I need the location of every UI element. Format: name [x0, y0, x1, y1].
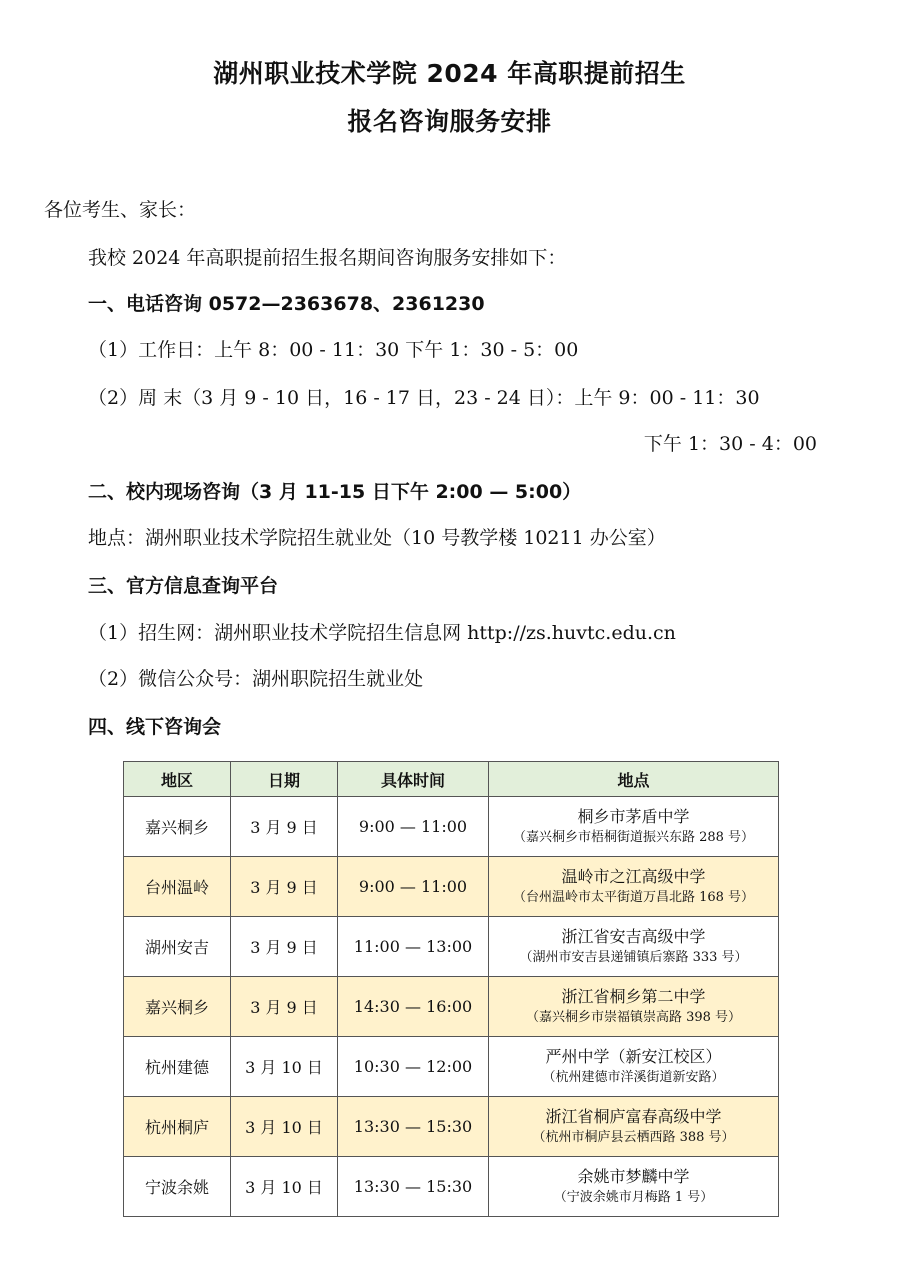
cell-time: 13:30 — 15:30 [338, 1097, 489, 1157]
document-subtitle: 报名咨询服务安排 [347, 107, 552, 136]
table-row [124, 857, 779, 917]
cell-date: 3 月 9 日 [231, 857, 338, 917]
cell-date: 3 月 10 日 [231, 1037, 338, 1097]
header-time: 具体时间 [338, 762, 489, 797]
cell-venue [489, 1097, 779, 1157]
section2-heading: 二、校内现场咨询（3 月 11-15 日下午 2:00 — 5:00） [88, 481, 582, 503]
venue-name: 严州中学（新安江校区） [545, 1046, 722, 1066]
section3-heading: 三、官方信息查询平台 [88, 575, 279, 597]
weekend-afternoon-hours: 下午 1：30 - 4：00 [643, 433, 817, 455]
cell-time: 13:30 — 15:30 [338, 1157, 489, 1217]
cell-time: 11:00 — 13:00 [338, 917, 489, 977]
cell-time: 9:00 — 11:00 [338, 797, 489, 857]
header-region: 地区 [124, 762, 231, 797]
venue-name: 温岭市之江高级中学 [561, 866, 706, 886]
greeting: 各位考生、家长： [44, 199, 197, 221]
venue-name: 浙江省桐乡第二中学 [561, 986, 706, 1006]
website-info: （1）招生网：湖州职业技术学院招生信息网 http://zs.huvtc.edu.cn [88, 622, 676, 644]
venue-address: （杭州市桐庐县云栖西路 388 号） [532, 1129, 735, 1145]
cell-date: 3 月 10 日 [231, 1157, 338, 1217]
venue-address: （嘉兴桐乡市梧桐街道振兴东路 288 号） [512, 829, 755, 845]
table-row [124, 797, 779, 857]
venue-name: 桐乡市茅盾中学 [577, 806, 690, 826]
cell-venue [489, 1037, 779, 1097]
header-venue: 地点 [489, 762, 779, 797]
venue-address: （湖州市安吉县递铺镇后寨路 333 号） [519, 949, 748, 965]
table-row [124, 1097, 779, 1157]
table-row [124, 977, 779, 1037]
cell-date: 3 月 9 日 [231, 917, 338, 977]
document-title: 湖州职业技术学院 2024 年高职提前招生 [213, 59, 686, 88]
cell-region: 杭州建德 [124, 1037, 231, 1097]
consultation-schedule-table [123, 761, 779, 1217]
cell-region: 嘉兴桐乡 [124, 977, 231, 1037]
cell-region: 宁波余姚 [124, 1157, 231, 1217]
table-row [124, 1157, 779, 1217]
cell-date: 3 月 9 日 [231, 797, 338, 857]
venue-name: 浙江省安吉高级中学 [561, 926, 706, 946]
cell-region: 杭州桐庐 [124, 1097, 231, 1157]
cell-venue [489, 857, 779, 917]
weekday-hours: （1）工作日：上午 8：00 - 11：30 下午 1：30 - 5：00 [88, 339, 579, 361]
section1-heading: 一、电话咨询 0572—2363678、2361230 [88, 293, 485, 315]
venue-address: （杭州建德市洋溪街道新安路） [542, 1069, 725, 1085]
cell-venue [489, 797, 779, 857]
venue-address: （嘉兴桐乡市崇福镇崇高路 398 号） [525, 1009, 742, 1025]
venue-name: 余姚市梦麟中学 [577, 1166, 690, 1186]
venue-address: （宁波余姚市月梅路 1 号） [553, 1189, 714, 1205]
cell-venue [489, 977, 779, 1037]
cell-date: 3 月 9 日 [231, 977, 338, 1037]
cell-venue [489, 1157, 779, 1217]
wechat-info: （2）微信公众号：湖州职院招生就业处 [88, 668, 424, 690]
cell-time: 14:30 — 16:00 [338, 977, 489, 1037]
cell-time: 10:30 — 12:00 [338, 1037, 489, 1097]
cell-date: 3 月 10 日 [231, 1097, 338, 1157]
header-date: 日期 [231, 762, 338, 797]
cell-region: 嘉兴桐乡 [124, 797, 231, 857]
table-header-row [124, 762, 779, 797]
table-row [124, 1037, 779, 1097]
cell-time: 9:00 — 11:00 [338, 857, 489, 917]
venue-address: （台州温岭市太平街道万昌北路 168 号） [512, 889, 755, 905]
onsite-location: 地点：湖州职业技术学院招生就业处（10 号教学楼 10211 办公室） [88, 527, 666, 549]
venue-name: 浙江省桐庐富春高级中学 [545, 1106, 722, 1126]
intro-paragraph: 我校 2024 年高职提前招生报名期间咨询服务安排如下： [88, 247, 567, 269]
table-row [124, 917, 779, 977]
cell-region: 台州温岭 [124, 857, 231, 917]
cell-region: 湖州安吉 [124, 917, 231, 977]
section4-heading: 四、线下咨询会 [88, 716, 222, 738]
cell-venue [489, 917, 779, 977]
weekend-hours: （2）周 末（3 月 9 - 10 日，16 - 17 日，23 - 24 日）：上午 9：00 - 11：30 [88, 387, 760, 409]
